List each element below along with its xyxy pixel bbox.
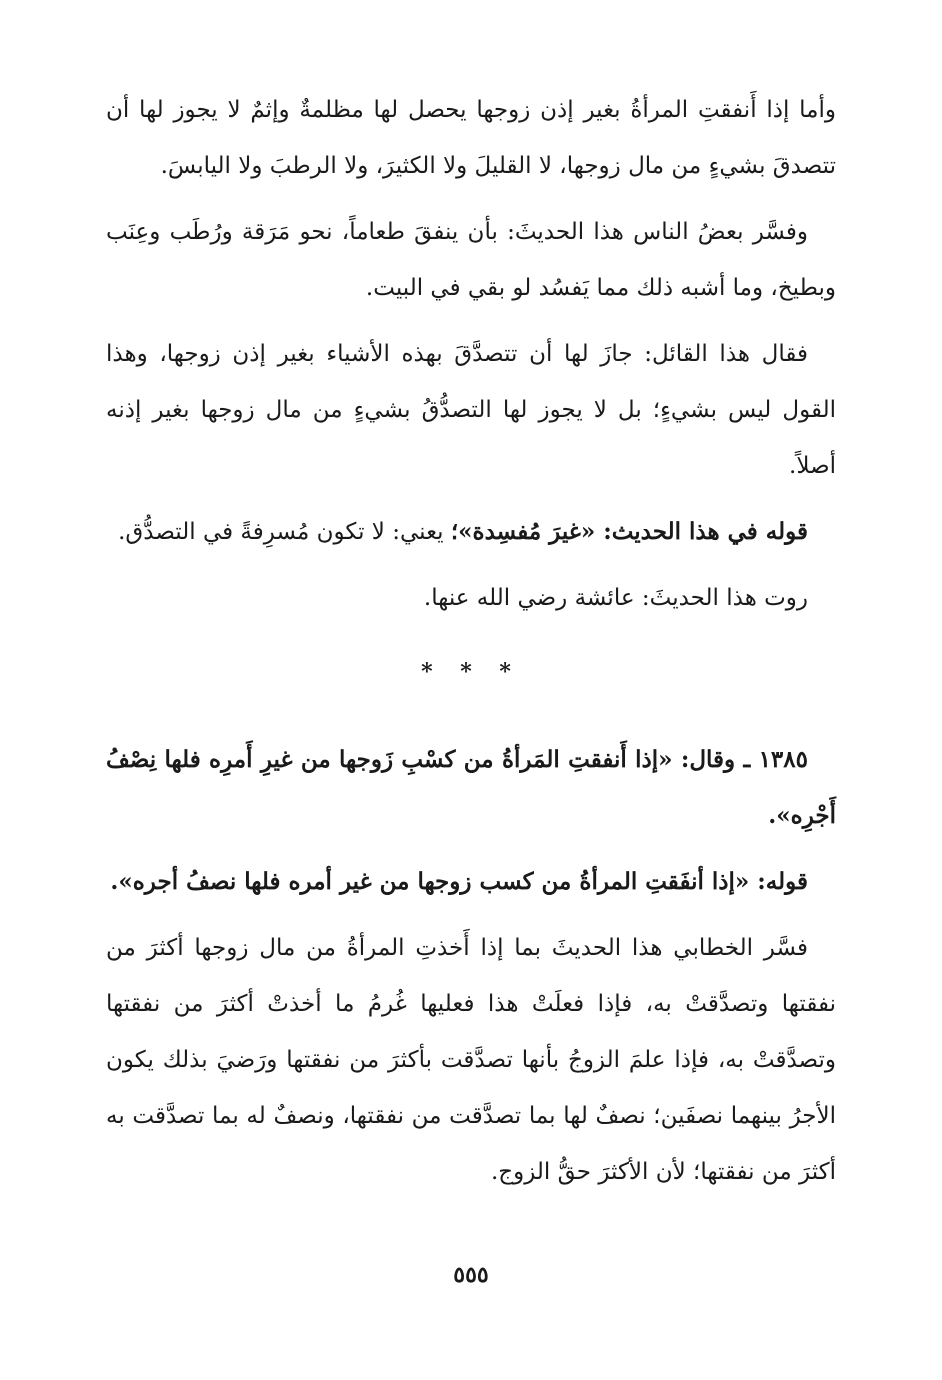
paragraph-4 (106, 504, 836, 560)
page-body (106, 82, 836, 1210)
paragraph-5-text: روت هذا الحديثَ: عائشة رضي الله عنها. (423, 585, 808, 611)
commentary-1 (106, 854, 836, 910)
hadith-text (106, 732, 836, 844)
paragraph-3 (106, 326, 836, 494)
paragraph-2-text: وفسَّر بعضُ الناس هذا الحديثَ: بأن ينفقَ طعاماً، نحو مَرَقة ورُطَب وعِنَب وبطيخ، وما أشبه ذلك مما يَفسُد لو بقي في البيت. (106, 219, 836, 301)
commentary-2 (106, 920, 836, 1200)
paragraph-5 (106, 570, 836, 626)
commentary-2-text: فسَّر الخطابي هذا الحديثَ بما إذا أَخذتِ المرأةُ من مال زوجها أكثرَ من نفقتها وتصدَّقتْ به، فإذا فعلَتْ هذا فعليها غُرمُ ما أخذتْ أكثرَ من نفقتها وتصدَّقتْ به، فإذا علمَ الزوجُ بأنها تصدَّقت بأكثرَ من نفقتها ورَضيَ بذلك يكون الأجرُ بينهما نصفَين؛ نصفٌ لها بما تصدَّقت من نفقتها، ونصفٌ له بما تصدَّقت به أكثرَ من نفقتها؛ لأن الأكثرَ حقُّ الزوج. (106, 935, 836, 1185)
paragraph-1-text: وأما إذا أَنفقتِ المرأةُ بغير إذن زوجها يحصل لها مظلمةٌ وإثمٌ لا يجوز لها أن تتصدقَ بشيءٍ من مال زوجها، لا القليلَ ولا الكثيرَ، ولا الرطبَ ولا اليابسَ. (106, 97, 836, 179)
paragraph-2 (106, 204, 836, 316)
paragraph-4-lead: قوله في هذا الحديث: «غيرَ مُفسِدة»؛ (450, 518, 808, 545)
hadith-text-body: ١٣٨٥ ـ وقال: «إذا أَنفقتِ المَرأةُ من كسْبِ زَوجها من غيرِ أَمرِه فلها نِصْفُ أَجْرِه». (106, 746, 836, 829)
paragraph-4-text: يعني: لا تكون مُسرِفةً في التصدُّق. (118, 519, 451, 545)
page-number: ٥٥٥ (453, 1262, 489, 1288)
paragraph-3-text: فقال هذا القائل: جازَ لها أن تتصدَّقَ بهذه الأشياء بغير إذن زوجها، وهذا القول ليس بشيءٍ؛ بل لا يجوز لها التصدُّقُ بشيءٍ من مال زوجها بغير إذنه أصلاً. (106, 341, 836, 479)
commentary-1-lead: قوله: «إذا أنفَقتِ المرأةُ من كسب زوجها من غير أمره فلها نصفُ أجره». (110, 868, 808, 895)
section-separator: * * * (421, 659, 521, 685)
paragraph-1 (106, 82, 836, 194)
